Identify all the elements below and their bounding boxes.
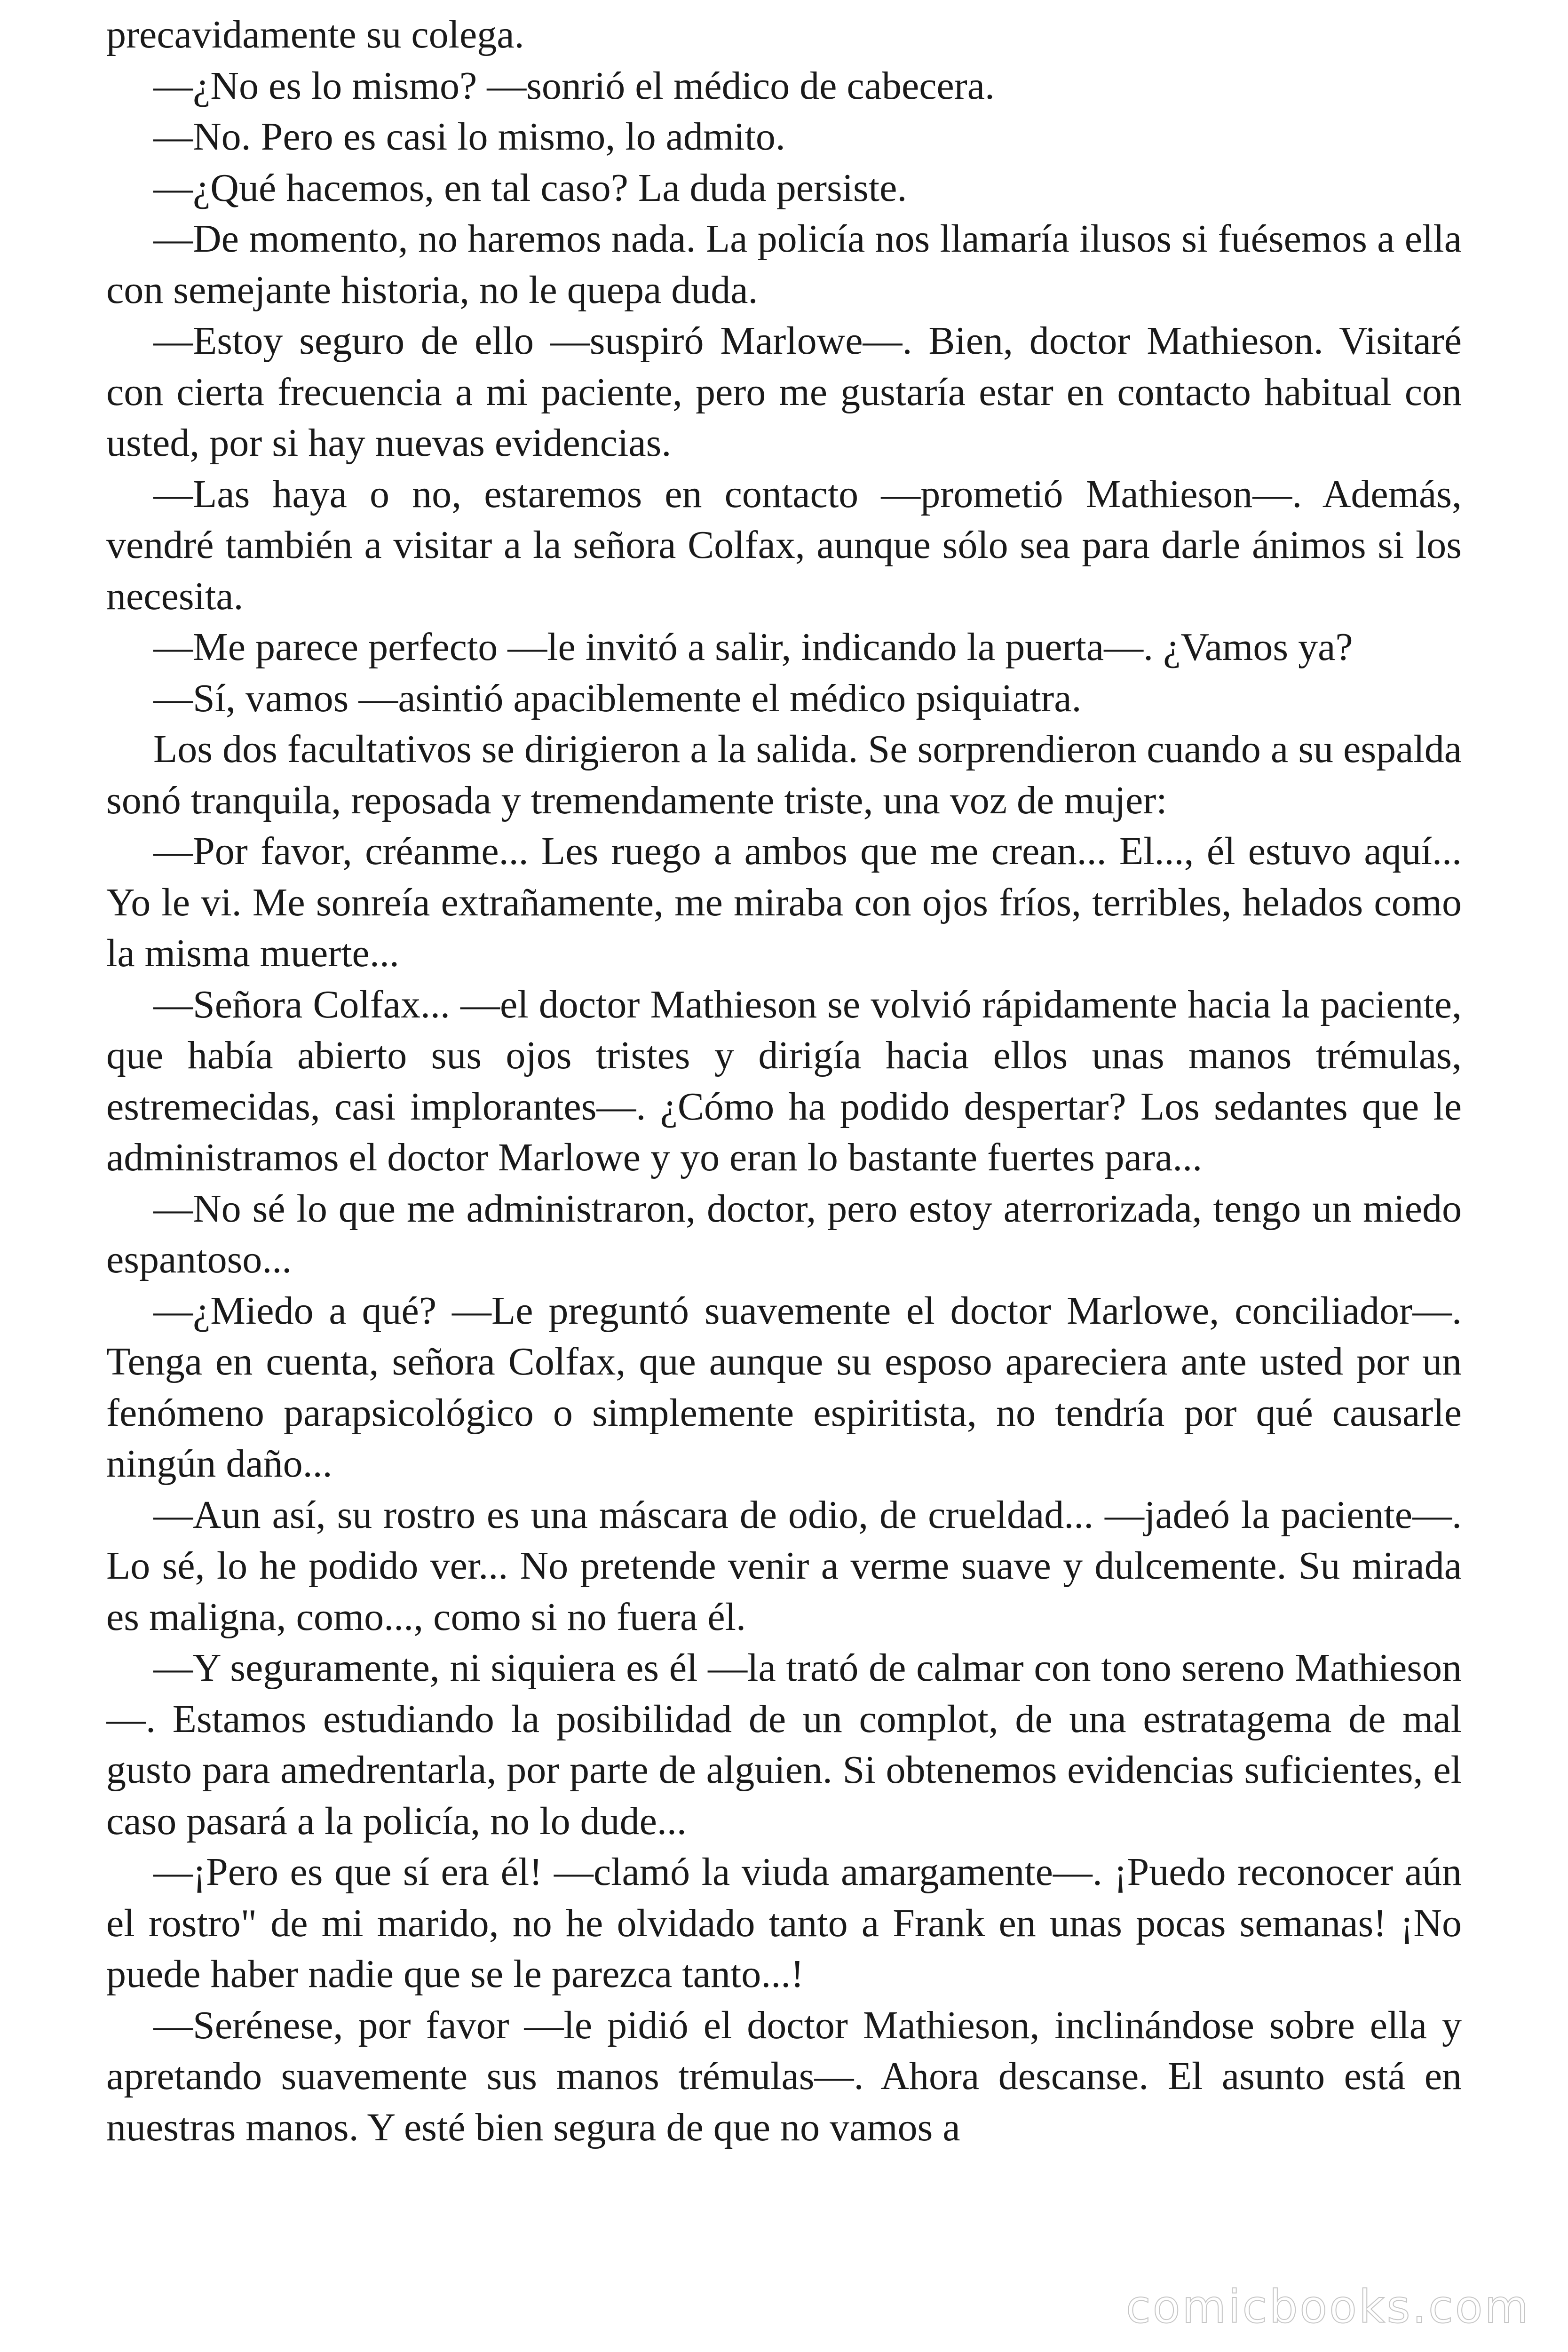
paragraph: —De momento, no haremos nada. La policía nos llamaría ilusos si fuésemos a ella con semejante historia, no le quepa duda. bbox=[106, 217, 1462, 312]
paragraph: —Por favor, créanme... Les ruego a ambos que me crean... El..., él estuvo aquí... Yo le vi. Me sonreía extrañamente, me miraba con ojos fríos, terribles, helados como la misma muerte... bbox=[106, 829, 1462, 975]
paragraph: —¿Miedo a qué? —Le preguntó suavemente el doctor Marlowe, conciliador—. Tenga en cuenta, señora Colfax, que aunque su esposo apareciera ante usted por un fenómeno parapsicológico o simplemente espiritista, no tendría por qué causarle ningún daño... bbox=[106, 1288, 1462, 1486]
paragraph: Los dos facultativos se dirigieron a la salida. Se sorprendieron cuando a su espalda sonó tranquila, reposada y tremendamente triste, una voz de mujer: bbox=[106, 727, 1462, 822]
page-text bbox=[106, 9, 1462, 2153]
paragraph: —Las haya o no, estaremos en contacto —prometió Mathieson—. Además, vendré también a visitar a la señora Colfax, aunque sólo sea para darle ánimos si los necesita. bbox=[106, 472, 1462, 618]
paragraph: —Estoy seguro de ello —suspiró Marlowe—. Bien, doctor Mathieson. Visitaré con cierta frecuencia a mi paciente, pero me gustaría estar en contacto habitual con usted, por si hay nuevas evidencias. bbox=[106, 319, 1462, 465]
paragraph: —Señora Colfax... —el doctor Mathieson se volvió rápidamente hacia la paciente, que había abierto sus ojos tristes y dirigía hacia ellos unas manos trémulas, estremecidas, casi implorantes—. ¿Cómo ha podido despertar? Los sedantes que le administramos el doctor Marlowe y yo eran lo bastante fuertes para... bbox=[106, 982, 1462, 1179]
paragraph: —Me parece perfecto —le invitó a salir, indicando la puerta—. ¿Vamos ya? bbox=[153, 625, 1353, 669]
paragraph: —No sé lo que me administraron, doctor, pero estoy aterrorizada, tengo un miedo espantoso... bbox=[106, 1186, 1462, 1281]
paragraph: precavidamente su colega. bbox=[106, 13, 524, 56]
paragraph: —Sí, vamos —asintió apaciblemente el médico psiquiatra. bbox=[153, 676, 1082, 720]
paragraph: —¡Pero es que sí era él! —clamó la viuda amargamente—. ¡Puedo reconocer aún el rostro" de mi marido, no he olvidado tanto a Frank en unas pocas semanas! ¡No puede haber nadie que se le parezca tanto...! bbox=[106, 1850, 1462, 1996]
paragraph: —Serénese, por favor —le pidió el doctor Mathieson, inclinándose sobre ella y apretando suavemente sus manos trémulas—. Ahora descanse. El asunto está en nuestras manos. Y esté bien segura de que no vamos a bbox=[106, 2003, 1462, 2149]
paragraph: —Aun así, su rostro es una máscara de odio, de crueldad... —jadeó la paciente—. Lo sé, lo he podido ver... No pretende venir a verme suave y dulcemente. Su mirada es maligna, como..., como si no fuera él. bbox=[106, 1493, 1462, 1639]
paragraph: —No. Pero es casi lo mismo, lo admito. bbox=[153, 115, 785, 159]
paragraph: —¿No es lo mismo? —sonrió el médico de cabecera. bbox=[153, 64, 995, 108]
paragraph: —¿Qué hacemos, en tal caso? La duda persiste. bbox=[153, 166, 907, 210]
watermark: comicbooks.com bbox=[1125, 2280, 1530, 2333]
book-page bbox=[106, 9, 1462, 2343]
paragraph: —Y seguramente, ni siquiera es él —la trató de calmar con tono sereno Mathieson—. Estamos estudiando la posibilidad de un complot, de una estratagema de mal gusto para amedrentarla, por parte de alguien. Si obtenemos evidencias suficientes, el caso pasará a la policía, no lo dude... bbox=[106, 1646, 1462, 1843]
